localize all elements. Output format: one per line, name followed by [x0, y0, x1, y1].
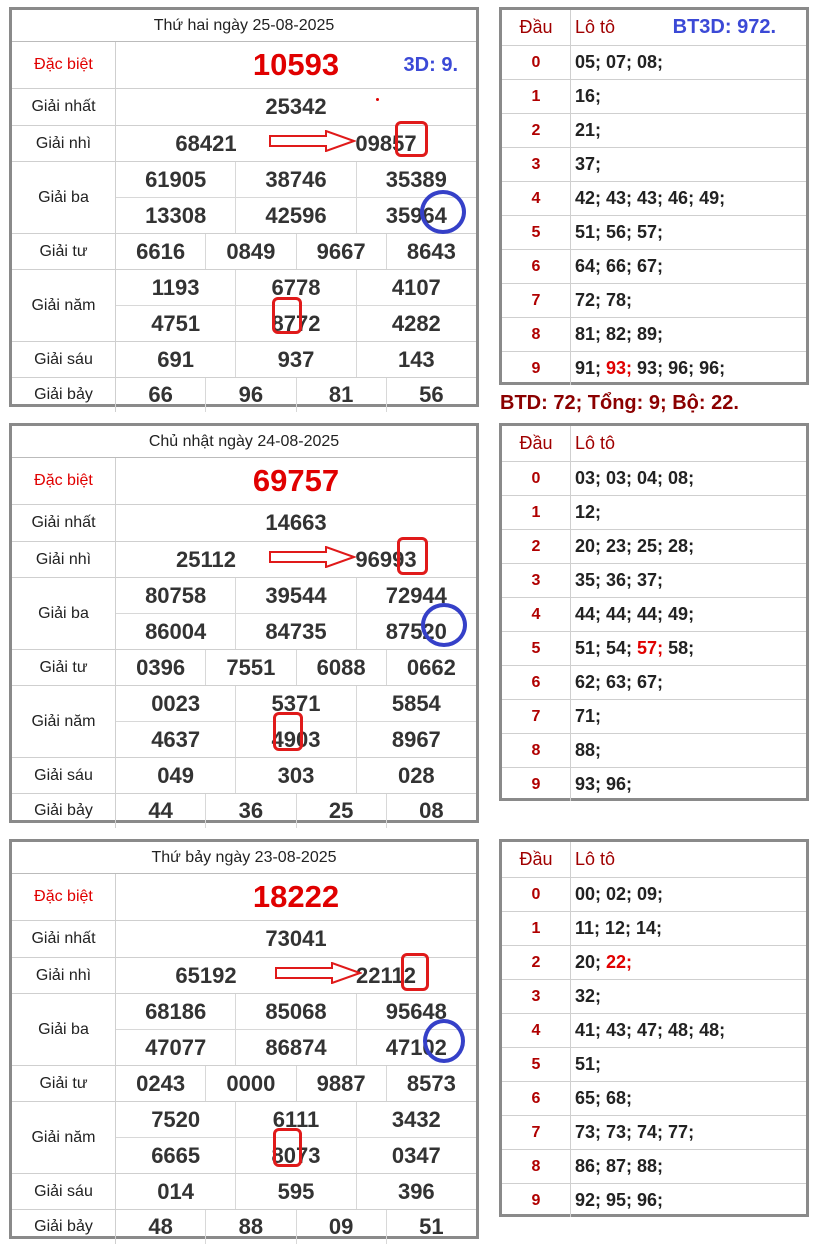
fourth-prize: 0000	[205, 1066, 295, 1101]
loto-head: 4	[502, 182, 571, 215]
loto-head: 0	[502, 462, 571, 495]
loto-head-label: Đầu	[502, 426, 571, 461]
result-table-3	[9, 839, 479, 1239]
first-prize: 14663	[265, 509, 327, 535]
label-sixth: Giải sáu	[12, 1174, 116, 1209]
loto-head: 8	[502, 1150, 571, 1183]
tag-3d: 3D: 9.	[403, 54, 458, 76]
loto-values: 51;	[575, 1054, 602, 1074]
third-prize: 61905	[145, 166, 207, 192]
loto-values: 88;	[575, 740, 602, 760]
third-prize: 68186	[145, 998, 207, 1024]
special-prize: 10593	[252, 47, 340, 82]
fourth-prize: 0396	[136, 654, 186, 680]
second-prize-a: 68421	[175, 130, 237, 156]
loto-head: 6	[502, 1082, 571, 1115]
label-first: Giải nhất	[12, 921, 116, 957]
loto-head: 4	[502, 1014, 571, 1047]
sixth-prize: 396	[356, 1174, 476, 1209]
fifth-prize: 8772	[235, 306, 355, 341]
highlight-box	[397, 537, 428, 575]
label-third: Giải ba	[12, 162, 116, 233]
label-sixth: Giải sáu	[12, 342, 116, 377]
label-special: Đặc biệt	[12, 458, 116, 504]
loto-values: 20; 23; 25; 28;	[575, 536, 695, 556]
third-prize: 86004	[145, 618, 207, 644]
fourth-prize: 9667	[296, 234, 386, 269]
loto-head: 5	[502, 216, 571, 249]
second-prize-b: 22112	[356, 962, 416, 988]
loto-table-1	[499, 7, 809, 385]
date-header: Chủ nhật ngày 24-08-2025	[12, 426, 476, 458]
loto-values: 93; 96;	[575, 774, 633, 794]
second-prize-a: 65192	[175, 962, 237, 988]
fifth-prize: 6665	[151, 1142, 201, 1168]
loto-head: 2	[502, 946, 571, 979]
label-special: Đặc biệt	[12, 42, 116, 88]
third-prize: 35389	[356, 162, 476, 197]
loto-value-part: 93; 96; 96;	[632, 358, 726, 378]
fourth-prize: 8573	[386, 1066, 476, 1101]
loto-values: 44; 44; 44; 49;	[575, 604, 695, 624]
label-special: Đặc biệt	[12, 874, 116, 920]
loto-head-title: Lô tô	[575, 433, 616, 453]
fifth-prize: 4903	[235, 722, 355, 757]
seventh-prize: 66	[148, 382, 173, 407]
label-fourth: Giải tư	[12, 234, 116, 269]
seventh-prize: 96	[205, 378, 295, 412]
third-prize: 42596	[235, 198, 355, 233]
sixth-prize: 028	[356, 758, 476, 793]
seventh-prize: 08	[386, 794, 476, 828]
highlight-box	[395, 121, 428, 157]
highlight-box	[273, 712, 303, 751]
seventh-prize: 48	[148, 1214, 173, 1239]
fifth-prize: 4751	[151, 310, 201, 336]
seventh-prize: 44	[148, 798, 173, 823]
loto-value-part: 51; 54;	[575, 638, 638, 658]
highlight-box	[272, 297, 302, 334]
third-prize: 47102	[356, 1030, 476, 1065]
third-prize: 39544	[235, 578, 355, 613]
label-seventh: Giải bảy	[12, 1210, 116, 1244]
loto-head: 5	[502, 1048, 571, 1081]
loto-values	[571, 352, 806, 385]
result-table-2	[9, 423, 479, 823]
sixth-prize: 937	[235, 342, 355, 377]
third-prize: 13308	[145, 202, 207, 228]
bt3d-label: BT3D: 972.	[672, 16, 776, 38]
second-prize-b: 09857	[355, 130, 417, 156]
loto-values: 64; 66; 67;	[575, 256, 664, 276]
loto-values: 00; 02; 09;	[575, 884, 664, 904]
seventh-prize: 56	[386, 378, 476, 412]
label-second: Giải nhì	[12, 126, 116, 161]
third-prize: 72944	[356, 578, 476, 613]
label-fourth: Giải tư	[12, 650, 116, 685]
loto-head: 7	[502, 700, 571, 733]
sixth-prize: 049	[157, 762, 195, 788]
arrow-annotation	[268, 546, 356, 568]
third-prize: 95648	[356, 994, 476, 1029]
label-fifth: Giải năm	[12, 686, 116, 757]
third-prize: 86874	[235, 1030, 355, 1065]
result-table-1	[9, 7, 479, 407]
fifth-prize: 1193	[151, 274, 200, 300]
loto-values: 73; 73; 74; 77;	[575, 1122, 695, 1142]
fifth-prize: 6778	[235, 270, 355, 305]
fifth-prize: 0023	[151, 690, 201, 716]
label-third: Giải ba	[12, 994, 116, 1065]
fourth-prize: 7551	[205, 650, 295, 685]
label-fourth: Giải tư	[12, 1066, 116, 1101]
first-prize: 25342	[265, 93, 327, 119]
label-second: Giải nhì	[12, 542, 116, 577]
seventh-prize: 88	[205, 1210, 295, 1244]
loto-head-title: Lô tô	[575, 17, 616, 37]
loto-value-part: 91;	[575, 358, 607, 378]
loto-values: 05; 07; 08;	[575, 52, 664, 72]
label-first: Giải nhất	[12, 505, 116, 541]
fifth-prize: 6111	[235, 1102, 355, 1137]
third-prize: 35964	[356, 198, 476, 233]
loto-table-2	[499, 423, 809, 801]
fifth-prize: 5371	[235, 686, 355, 721]
loto-values	[571, 946, 806, 979]
loto-head: 5	[502, 632, 571, 665]
loto-head: 6	[502, 666, 571, 699]
loto-values: 71;	[575, 706, 602, 726]
loto-values	[571, 632, 806, 665]
loto-head: 0	[502, 878, 571, 911]
loto-head: 2	[502, 530, 571, 563]
fifth-prize: 5854	[356, 686, 476, 721]
loto-head: 7	[502, 284, 571, 317]
fifth-prize: 4282	[356, 306, 476, 341]
highlight-circle	[423, 1019, 465, 1063]
loto-table-3	[499, 839, 809, 1217]
loto-head: 6	[502, 250, 571, 283]
fifth-prize: 7520	[151, 1106, 201, 1132]
arrow-annotation	[274, 962, 362, 984]
fifth-prize: 8967	[356, 722, 476, 757]
loto-values: 72; 78;	[575, 290, 633, 310]
highlight-box	[401, 953, 429, 991]
label-third: Giải ba	[12, 578, 116, 649]
fifth-prize: 4107	[356, 270, 476, 305]
loto-head: 9	[502, 352, 571, 385]
loto-highlight: 22;	[606, 952, 633, 972]
loto-values: 35; 36; 37;	[575, 570, 664, 590]
arrow-annotation	[268, 130, 356, 152]
loto-head-title: Lô tô	[575, 849, 616, 869]
loto-values: 81; 82; 89;	[575, 324, 664, 344]
loto-values: 37;	[575, 154, 602, 174]
loto-head: 1	[502, 80, 571, 113]
label-second: Giải nhì	[12, 958, 116, 993]
sixth-prize: 303	[235, 758, 355, 793]
loto-values: 92; 95; 96;	[575, 1190, 664, 1210]
third-prize: 84735	[235, 614, 355, 649]
third-prize: 80758	[145, 582, 207, 608]
third-prize: 87520	[356, 614, 476, 649]
first-prize: 73041	[265, 925, 327, 951]
third-prize: 85068	[235, 994, 355, 1029]
seventh-prize: 25	[296, 794, 386, 828]
label-sixth: Giải sáu	[12, 758, 116, 793]
seventh-prize: 81	[296, 378, 386, 412]
special-prize: 69757	[252, 463, 340, 498]
date-header: Thứ bảy ngày 23-08-2025	[12, 842, 476, 874]
fourth-prize: 0662	[386, 650, 476, 685]
seventh-prize: 09	[296, 1210, 386, 1244]
loto-values: 86; 87; 88;	[575, 1156, 664, 1176]
loto-values: 03; 03; 04; 08;	[575, 468, 695, 488]
loto-value-part: 20;	[575, 952, 607, 972]
mark-dot	[376, 98, 379, 101]
loto-values: 51; 56; 57;	[575, 222, 664, 242]
label-first: Giải nhất	[12, 89, 116, 125]
sixth-prize: 595	[235, 1174, 355, 1209]
third-prize: 38746	[235, 162, 355, 197]
loto-head: 8	[502, 734, 571, 767]
second-prize-b: 96993	[355, 546, 417, 572]
fifth-prize: 4637	[151, 726, 201, 752]
loto-values: 32;	[575, 986, 602, 1006]
loto-highlight: 57;	[637, 638, 664, 658]
loto-highlight: 93;	[606, 358, 633, 378]
label-seventh: Giải bảy	[12, 794, 116, 828]
label-fifth: Giải năm	[12, 1102, 116, 1173]
loto-head: 7	[502, 1116, 571, 1149]
loto-values: 16;	[575, 86, 602, 106]
sixth-prize: 143	[356, 342, 476, 377]
fourth-prize: 0849	[205, 234, 295, 269]
fourth-prize: 8643	[386, 234, 476, 269]
date-header: Thứ hai ngày 25-08-2025	[12, 10, 476, 42]
loto-head: 9	[502, 768, 571, 801]
highlight-circle	[421, 603, 467, 647]
fourth-prize: 6616	[136, 238, 186, 264]
fifth-prize: 8073	[235, 1138, 355, 1173]
fourth-prize: 6088	[296, 650, 386, 685]
loto-values: 65; 68;	[575, 1088, 633, 1108]
loto-head: 1	[502, 912, 571, 945]
fourth-prize: 0243	[136, 1070, 186, 1096]
label-fifth: Giải năm	[12, 270, 116, 341]
loto-head: 2	[502, 114, 571, 147]
fifth-prize: 0347	[356, 1138, 476, 1173]
highlight-box	[273, 1128, 302, 1167]
loto-head: 1	[502, 496, 571, 529]
third-prize: 47077	[145, 1034, 207, 1060]
seventh-prize: 51	[386, 1210, 476, 1244]
loto-head: 9	[502, 1184, 571, 1217]
loto-values: 41; 43; 47; 48; 48;	[575, 1020, 726, 1040]
loto-head: 0	[502, 46, 571, 79]
loto-head: 3	[502, 564, 571, 597]
loto-head: 4	[502, 598, 571, 631]
loto-head-label: Đầu	[502, 842, 571, 877]
fourth-prize: 9887	[296, 1066, 386, 1101]
special-prize: 18222	[252, 879, 340, 914]
highlight-circle	[420, 190, 466, 234]
loto-values: 42; 43; 43; 46; 49;	[575, 188, 726, 208]
loto-head: 3	[502, 148, 571, 181]
sixth-prize: 691	[157, 346, 195, 372]
fifth-prize: 3432	[356, 1102, 476, 1137]
btd-summary: BTD: 72; Tổng: 9; Bộ: 22.	[500, 392, 739, 414]
loto-value-part: 58;	[663, 638, 695, 658]
loto-values: 11; 12; 14;	[575, 918, 663, 938]
seventh-prize: 36	[205, 794, 295, 828]
second-prize-a: 25112	[176, 546, 236, 572]
loto-values: 62; 63; 67;	[575, 672, 664, 692]
loto-values: 21;	[575, 120, 602, 140]
loto-head-label: Đầu	[502, 10, 571, 45]
label-seventh: Giải bảy	[12, 378, 116, 412]
sixth-prize: 014	[157, 1178, 195, 1204]
loto-head: 3	[502, 980, 571, 1013]
loto-head: 8	[502, 318, 571, 351]
loto-values: 12;	[575, 502, 602, 522]
